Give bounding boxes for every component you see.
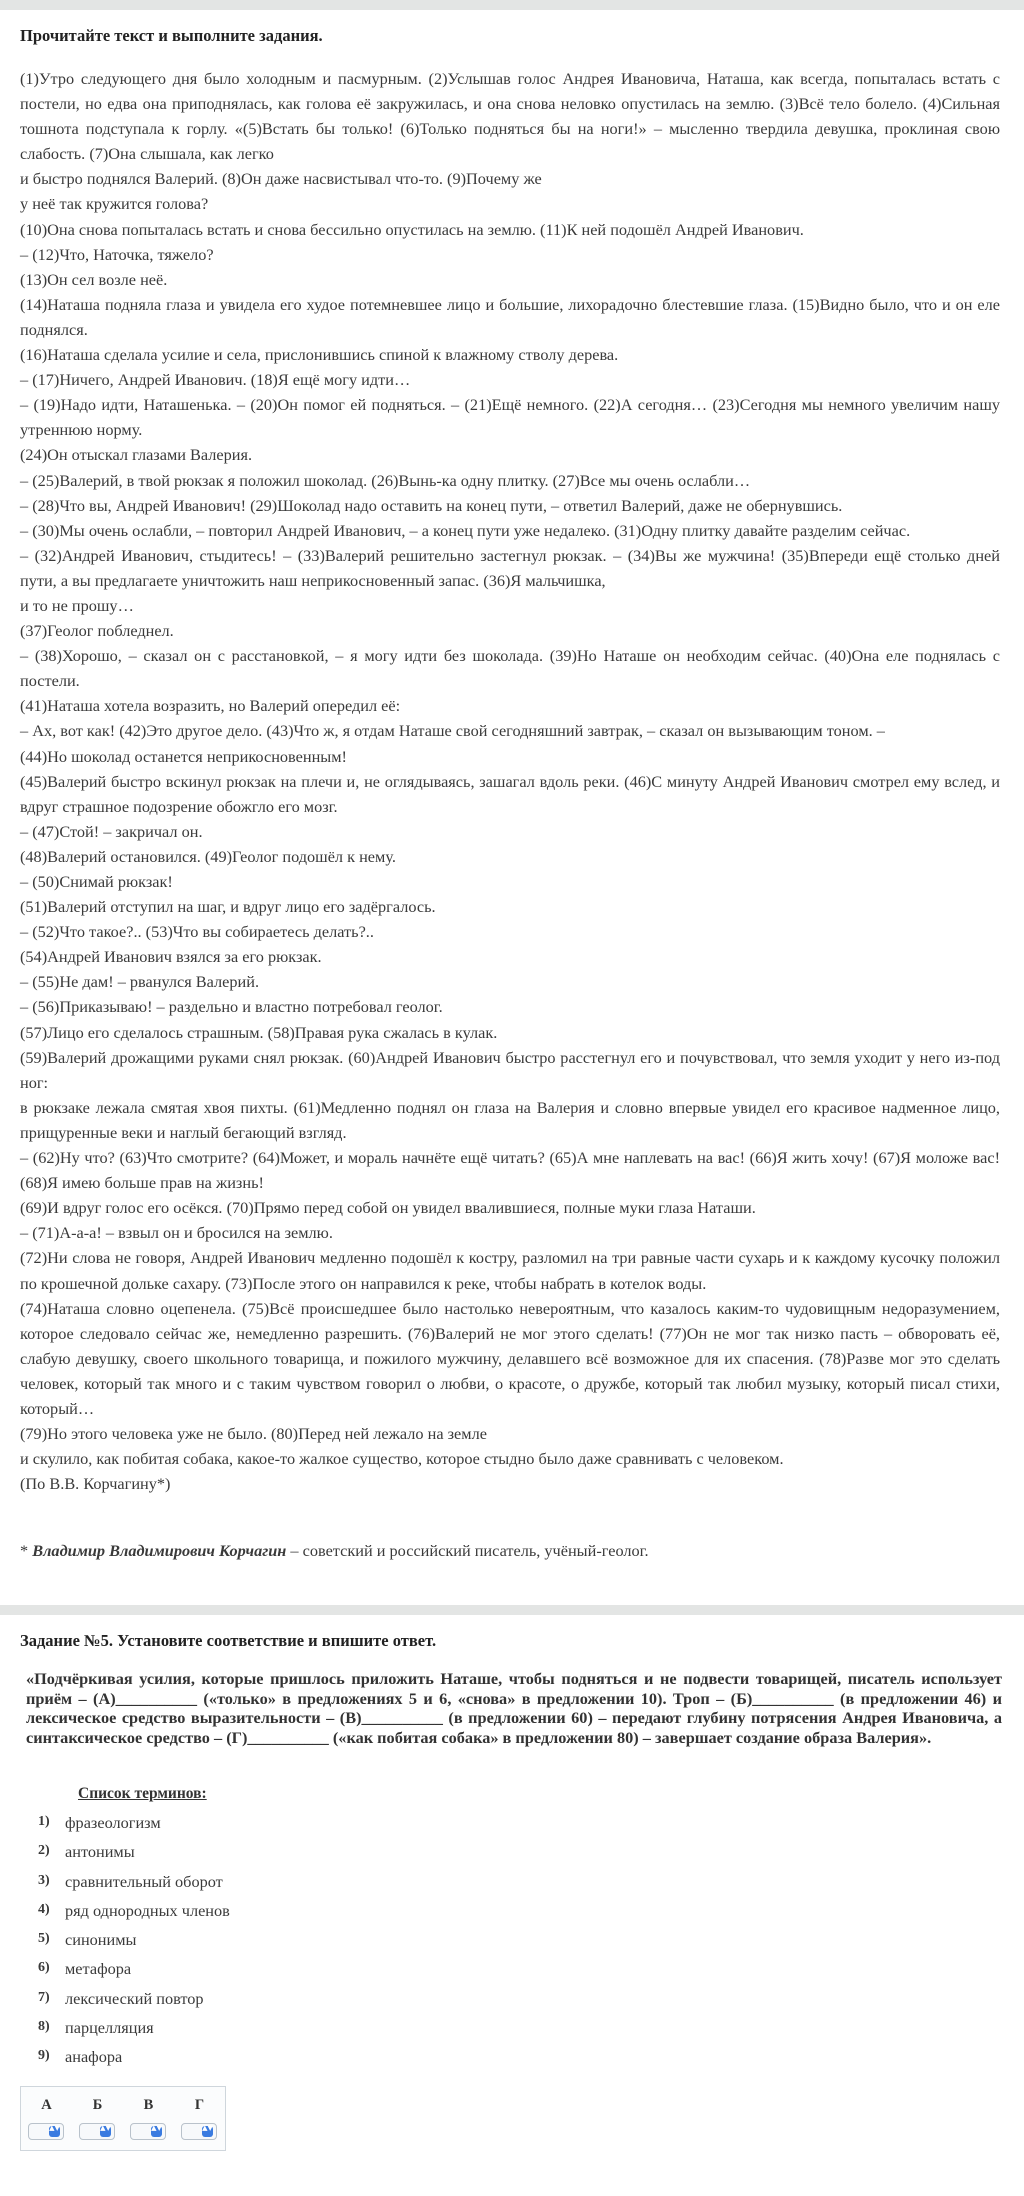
term-item: [38, 1901, 230, 1930]
term-item: [38, 2047, 230, 2076]
passage-line: и то не прошу…: [20, 595, 134, 615]
answer-cell-v: [123, 2087, 174, 2150]
answer-cell-a: [21, 2087, 72, 2150]
passage-line: – (38)Хорошо, – сказал он с расстановкой, – я могу идти без шоколада. (39)Но Наташе он необходим сейчас. (40)Она еле поднялась с постели.: [20, 646, 1000, 691]
term-number: 1): [38, 1814, 50, 1829]
passage-line: – Ах, вот как! (42)Это другое дело. (43)Что ж, я отдам Наташе свой сегодняшний завтрак, – сказал он вызывающим тоном. –: [20, 721, 885, 741]
term-number: 9): [38, 2048, 50, 2064]
passage-line: (37)Геолог побледнел.: [20, 621, 174, 641]
passage-line: (45)Валерий быстро вскинул рюкзак на плечи и, не оглядываясь, зашагал вдоль реки. (46)С минуту Андрей Иванович смотрел ему вслед, и вдруг страшное подозрение обожгло его мозг.: [20, 771, 1000, 816]
passage-line: (69)И вдруг голос его осёкся. (70)Прямо перед собой он увидел ввалившиеся, полные муки глаза Наташи.: [20, 1198, 756, 1218]
term-item: [38, 1813, 230, 1842]
reading-passage: [20, 66, 1000, 1496]
term-text: синонимы: [65, 1930, 137, 1950]
passage-line: (79)Но этого человека уже не было. (80)Перед ней лежало на земле: [20, 1424, 487, 1444]
term-number: 2): [38, 1843, 50, 1859]
answer-label-b: Б: [92, 2097, 103, 2113]
spinner-icon: ▲▼: [49, 2126, 60, 2137]
answer-label-a: А: [41, 2097, 52, 2113]
passage-line: (1)Утро следующего дня было холодным и пасмурным. (2)Услышав голос Андрея Ивановича, Наташа, как всегда, попыталась встать с постели, но едва она приподнялась, как голова её закружилась, и она снова неловко опустилась на землю. (3)Всё тело болело. (4)Сильная тошнота подступала к горлу. «(5)Встать бы только! (6)Только подняться бы на ноги!» – мысленно твердила девушка, проклиная свою слабость. (7)Она слышала, как легко: [20, 69, 1000, 164]
passage-line: (59)Валерий дрожащими руками снял рюкзак. (60)Андрей Иванович быстро расстегнул его и почувствовал, что земля уходит у него из-под ног:: [20, 1047, 1000, 1092]
spinner-icon: ▲▼: [151, 2126, 162, 2137]
term-text: антонимы: [65, 1842, 135, 1862]
answer-label-v: В: [143, 2097, 154, 2113]
passage-line: (16)Наташа сделала усилие и села, прислонившись спиной к влажному стволу дерева.: [20, 345, 619, 365]
passage-line: – (19)Надо идти, Наташенька. – (20)Он помог ей подняться. – (21)Ещё немного. (22)А сегодня… (23)Сегодня мы немного увеличим нашу утреннюю норму.: [20, 395, 1000, 440]
passage-line: (41)Наташа хотела возразить, но Валерий опередил её:: [20, 696, 401, 716]
answer-select-g[interactable]: [181, 2123, 217, 2140]
task-heading: Задание №5. Установите соответствие и впишите ответ.: [20, 1631, 437, 1650]
terms-list: [38, 1813, 230, 2077]
task-statement: «Подчёркивая усилия, которые пришлось приложить Наташе, чтобы подняться и не подвести товарищей, писатель использует приём – (А)__________ («только» в предложениях 5 и 6, «снова» в предложении 10). Троп – (Б)__________ (в предложении 46) и лексическое средство выразительности – (В)__________ (в предложении 60) – передают глубину потрясения Андрея Ивановича, а синтаксическое средство – (Г)__________ («как побитая собака» в предложении 80) – завершает создание образа Валерия».: [26, 1669, 1002, 1747]
passage-line: – (17)Ничего, Андрей Иванович. (18)Я ещё могу идти…: [20, 370, 411, 390]
answer-label-g: Г: [194, 2097, 205, 2113]
term-number: 6): [38, 1960, 50, 1976]
passage-line: (74)Наташа словно оцепенела. (75)Всё происшедшее было настолько невероятным, что казалось каким-то чудовищным недоразумением, которое следовало сейчас же, немедленно разрешить. (76)Валерий не мог этого сделать! (77)Он не мог так низко пасть – обворовать её, слабую девушку, своего школьного товарища, и пожилого мужчину, делавшего всё возможное для их спасения. (78)Разве мог это сделать человек, который так много и с таким чувством говорил о любви, о красоте, о дружбе, который так любил музыку, который писал стихи, который…: [20, 1298, 1000, 1418]
passage-line: (57)Лицо его сделалось страшным. (58)Правая рука сжалась в кулак.: [20, 1022, 498, 1042]
passage-line: (По В.В. Корчагину*): [20, 1474, 171, 1494]
passage-line: – (71)А-а-а! – взвыл он и бросился на землю.: [20, 1223, 333, 1243]
footnote-text: – советский и российский писатель, учёный-геолог.: [286, 1541, 649, 1560]
term-text: лексический повтор: [65, 1988, 204, 2008]
passage-line: – (32)Андрей Иванович, стыдитесь! – (33)Валерий решительно застегнул рюкзак. – (34)Вы же мужчина! (35)Впереди ещё столько дней пути, а вы предлагаете уничтожить наш неприкосновенный запас. (36)Я мальчишка,: [20, 545, 1000, 590]
term-number: 7): [38, 1989, 50, 2005]
term-item: [38, 1989, 230, 2018]
term-text: анафора: [65, 2047, 123, 2067]
answer-table: [20, 2086, 226, 2151]
term-item: [38, 1842, 230, 1871]
passage-line: (24)Он отыскал глазами Валерия.: [20, 445, 253, 465]
passage-line: – (55)Не дам! – рванулся Валерий.: [20, 972, 260, 992]
passage-line: (13)Он сел возле неё.: [20, 269, 168, 289]
passage-line: (10)Она снова попыталась встать и снова бессильно опустилась на землю. (11)К ней подошёл Андрей Иванович.: [20, 219, 804, 239]
passage-line: (54)Андрей Иванович взялся за его рюкзак.: [20, 947, 322, 967]
section-separator-band: [0, 1605, 1024, 1615]
passage-line: (48)Валерий остановился. (49)Геолог подошёл к нему.: [20, 846, 396, 866]
term-text: фразеологизм: [65, 1813, 161, 1832]
answer-select-v[interactable]: [130, 2123, 166, 2140]
term-text: метафора: [65, 1959, 132, 1979]
passage-line: (51)Валерий отступил на шаг, и вдруг лицо его задёргалось.: [20, 897, 436, 917]
passage-line: – (50)Снимай рюкзак!: [20, 872, 173, 891]
spinner-icon: ▲▼: [100, 2126, 111, 2137]
term-item: [38, 1872, 230, 1901]
terms-list-title: Список терминов:: [78, 1785, 207, 1802]
passage-line: – (30)Мы очень ослабли, – повторил Андрей Иванович, – а конец пути уже недалеко. (31)Одну плитку давайте разделим сейчас.: [20, 520, 911, 540]
term-item: [38, 1930, 230, 1959]
passage-line: (44)Но шоколад останется неприкосновенным!: [20, 746, 347, 766]
passage-line: – (56)Приказываю! – раздельно и властно потребовал геолог.: [20, 997, 443, 1017]
passage-line: – (62)Ну что? (63)Что смотрите? (64)Может, и мораль начнёте ещё читать? (65)А мне наплевать на вас! (66)Я жить хочу! (67)Я моложе вас! (68)Я имею больше прав на жизнь!: [20, 1148, 1000, 1193]
term-text: ряд однородных членов: [65, 1900, 230, 1920]
passage-line: и скулило, как побитая собака, какое-то жалкое существо, которое стыдно было даже сравнивать с человеком.: [20, 1449, 784, 1469]
author-footnote: [20, 1541, 1000, 1561]
passage-line: – (47)Стой! – закричал он.: [20, 821, 203, 841]
term-number: 5): [38, 1931, 50, 1947]
passage-line: (14)Наташа подняла глаза и увидела его худое потемневшее лицо и большие, лихорадочно блестевшие глаза. (15)Видно было, что и он еле поднялся.: [20, 294, 1000, 339]
footnote-author: Владимир Владимирович Корчагин: [32, 1541, 287, 1560]
passage-line: и быстро поднялся Валерий. (8)Он даже насвистывал что-то. (9)Почему же: [20, 169, 542, 189]
answer-select-b[interactable]: [79, 2123, 115, 2140]
term-number: 8): [38, 2019, 50, 2035]
term-number: 4): [38, 1901, 50, 1917]
reading-heading: Прочитайте текст и выполните задания.: [20, 26, 323, 45]
passage-line: у неё так кружится голова?: [20, 194, 209, 214]
term-text: сравнительный оборот: [65, 1871, 223, 1891]
spinner-icon: ▲▼: [202, 2126, 213, 2137]
passage-line: в рюкзаке лежала смятая хвоя пихты. (61)Медленно поднял он глаза на Валерия и словно впервые увидел его красивое надменное лицо, прищуренные веки и наглый бегающий взгляд.: [20, 1097, 1000, 1142]
term-item: [38, 1959, 230, 1988]
top-separator-band: [0, 0, 1024, 10]
passage-line: (72)Ни слова не говоря, Андрей Иванович медленно подошёл к костру, разломил на три равные части сухарь и к каждому кусочку положил по крошечной дольке сахару. (73)После этого он направился к реке, чтобы набрать в котелок воды.: [20, 1248, 1000, 1293]
term-text: парцелляция: [65, 2018, 154, 2038]
term-item: [38, 2018, 230, 2047]
passage-line: – (25)Валерий, в твой рюкзак я положил шоколад. (26)Вынь-ка одну плитку. (27)Все мы очень ослабли…: [20, 470, 751, 490]
passage-line: – (12)Что, Наточка, тяжело?: [20, 244, 214, 264]
answer-cell-g: [174, 2087, 225, 2150]
passage-line: – (28)Что вы, Андрей Иванович! (29)Шоколад надо оставить на конец пути, – ответил Валерий, даже не обернувшись.: [20, 495, 843, 515]
passage-line: – (52)Что такое?.. (53)Что вы собираетесь делать?..: [20, 922, 374, 942]
answer-select-a[interactable]: [28, 2123, 64, 2140]
answer-cell-b: [72, 2087, 123, 2150]
footnote-marker: *: [20, 1541, 33, 1560]
term-number: 3): [38, 1872, 50, 1888]
